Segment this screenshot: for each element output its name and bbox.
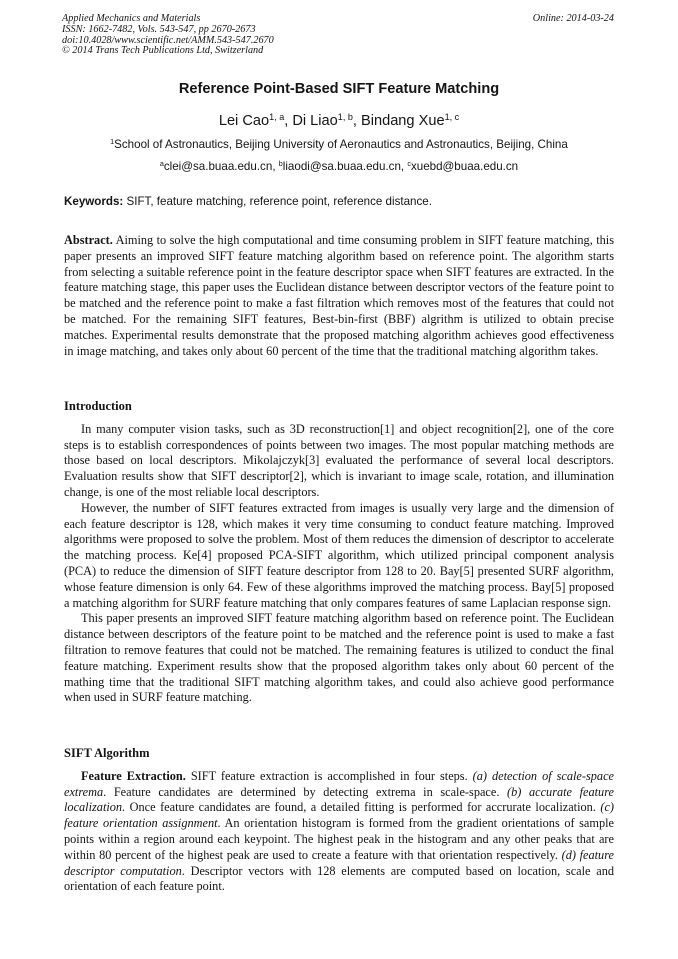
abstract-paragraph: [64, 233, 614, 359]
email-link[interactable]: clei@sa.buaa.edu.cn: [163, 160, 273, 173]
keywords-label: Keywords:: [64, 195, 124, 208]
online-date: Online: 2014-03-24: [532, 13, 614, 24]
affiliation-text: School of Astronautics, Beijing University of Aeronautics and Astronautics, Beijing, China: [114, 138, 568, 151]
introduction-section: [64, 399, 614, 706]
email-sup: b: [278, 159, 283, 169]
body-paragraph: However, the number of SIFT features extracted from images is usually very large and the dimension of each feature descriptor is 128, which makes it very time consuming to conduct feature matching. Improved algorithms were proposed to solve the problem. Most of them reduces the dimension of descriptor to accelerate the matching process. Ke[4] proposed PCA-SIFT algorithm, which utilized principal component analysis (PCA) to reduce the dimension of SIFT feature descriptor from 128 to 20. Bay[5] presented SURF algorithm, whose feature dimension is only 64. Few of these algorithms improved the matching process. Bay[5] proposed a matching algorithm for SURF feature matching that only compares features of same Laplacian response sign.: [64, 500, 614, 610]
sift-seg: . Feature candidates are determined by detecting extrema in scale-space.: [103, 784, 508, 799]
email-list: $^a$clei@sa.buaa.edu.cn, $^b$liaodi@sa.buaa.edu.cn, $^c$xuebd@buaa.edu.cn: [159, 159, 519, 173]
journal-header: [62, 14, 618, 57]
issn-line: ISSN: 1662-7482, Vols. 543-547, pp 2670-2673: [62, 23, 256, 35]
affiliation: [0, 138, 678, 151]
sift-step-italic: (b) accurate feature localization.: [64, 784, 614, 815]
section-heading: Introduction: [64, 399, 132, 413]
keywords-text: SIFT, feature matching, reference point, reference distance.: [123, 195, 432, 208]
copyright-line: © 2014 Trans Tech Publications Ltd, Switzerland: [62, 45, 264, 57]
email-sup: c: [407, 159, 411, 169]
sift-step-italic: (c) feature orientation assignment: [64, 800, 614, 831]
author-sup: 1, a: [269, 112, 285, 123]
sift-step-italic: (d) feature descriptor computation: [64, 847, 614, 878]
email-link[interactable]: xuebd@buaa.edu.cn: [410, 160, 519, 173]
email-sup: a: [159, 159, 164, 169]
journal-name: Applied Mechanics and Materials: [62, 13, 201, 24]
sift-seg: . An orientation histogram is formed from the gradient orientations of sample points within a region around each keypoint. The highest peak in the histogram and any other peaks that are within 80 percent of the highest peak are used to create a feature with that orientation respectively.: [64, 816, 614, 862]
author-name: Bindang Xue: [360, 113, 445, 129]
sift-seg: . Descriptor vectors with 128 elements are computed based on location, scale and orientation of each feature point.: [64, 863, 615, 894]
abstract-label: Abstract.: [64, 233, 113, 247]
affiliation-sup: 1: [110, 137, 115, 147]
author-sup: 1, b: [337, 112, 353, 123]
sift-algorithm-section: [64, 746, 614, 895]
author-sup: 1, c: [444, 112, 460, 123]
sift-seg: Once feature candidates are found, a detailed fitting is performed for accrurate localization.: [125, 800, 601, 815]
body-paragraph: In many computer vision tasks, such as 3D reconstruction[1] and object recognition[2], one of the core steps is to establish correspondences of points between two images. The most popular matching methods are those based on local descriptors. Mikolajczyk[3] evaluated the performance of several local descriptors. Evaluation results show that SIFT descriptor[2], which is invariant to image scale, rotation, and illumination change, is one of the most reliable local descriptors.: [64, 421, 614, 499]
subsection-lead: Feature Extraction.: [81, 768, 186, 783]
abstract-text: Aiming to solve the high computational and time consuming problem in SIFT feature matching, this paper presents an improved SIFT feature matching algorithm based on reference point. The algorithm starts from selecting a suitable reference point in the feature descriptor space when SIFT features are extracted. In the feature matching stage, this paper uses the Euclidean distance between descriptor vectors of the feature point to be matched and the reference point to make a fast filtration which removes most of the features that could not be matched. For the remaining SIFT features, Best-bin-first (BBF) algrithm is utilized to obtain precise matches. Experimental results demonstrate that the proposed matching algorithm achieves good effectiveness in image matching, and takes only about 60 percent of the time that the traditional matching algorithm takes.: [64, 233, 614, 358]
paper-title: Reference Point-Based SIFT Feature Matching: [178, 81, 500, 97]
abstract-section: [64, 233, 614, 359]
body-paragraph: [64, 769, 614, 895]
keywords: [64, 195, 624, 208]
section-heading: SIFT Algorithm: [64, 746, 150, 760]
doi-line[interactable]: doi:10.4028/www.scientific.net/AMM.543-547.2670: [62, 34, 274, 46]
author-list: Lei Cao$^{1, a}$, Di Liao$^{1, b}$, Bindang Xue$^{1, c}$: [218, 112, 460, 129]
author-name: Di Liao: [292, 113, 338, 129]
author-name: Lei Cao: [218, 113, 270, 129]
sift-seg: SIFT feature extraction is accomplished in four steps.: [185, 768, 473, 783]
sift-step-italic: (a) detection of scale-space extrema: [64, 768, 614, 799]
body-paragraph: This paper presents an improved SIFT feature matching algorithm based on reference point. The Euclidean distance between descriptors of the feature point to be matched and the reference point is used to make a fast filtration to remove features that could not be matched. The remaining features is utilized to conduct the final feature matching. Experiment results show that the proposed algorithm takes only about 60 percent of the mathing time that the traditional SIFT matching algorithm takes, and could also achieve good performance when used in SURF feature matching.: [64, 611, 614, 705]
email-link[interactable]: liaodi@sa.buaa.edu.cn: [282, 160, 401, 173]
